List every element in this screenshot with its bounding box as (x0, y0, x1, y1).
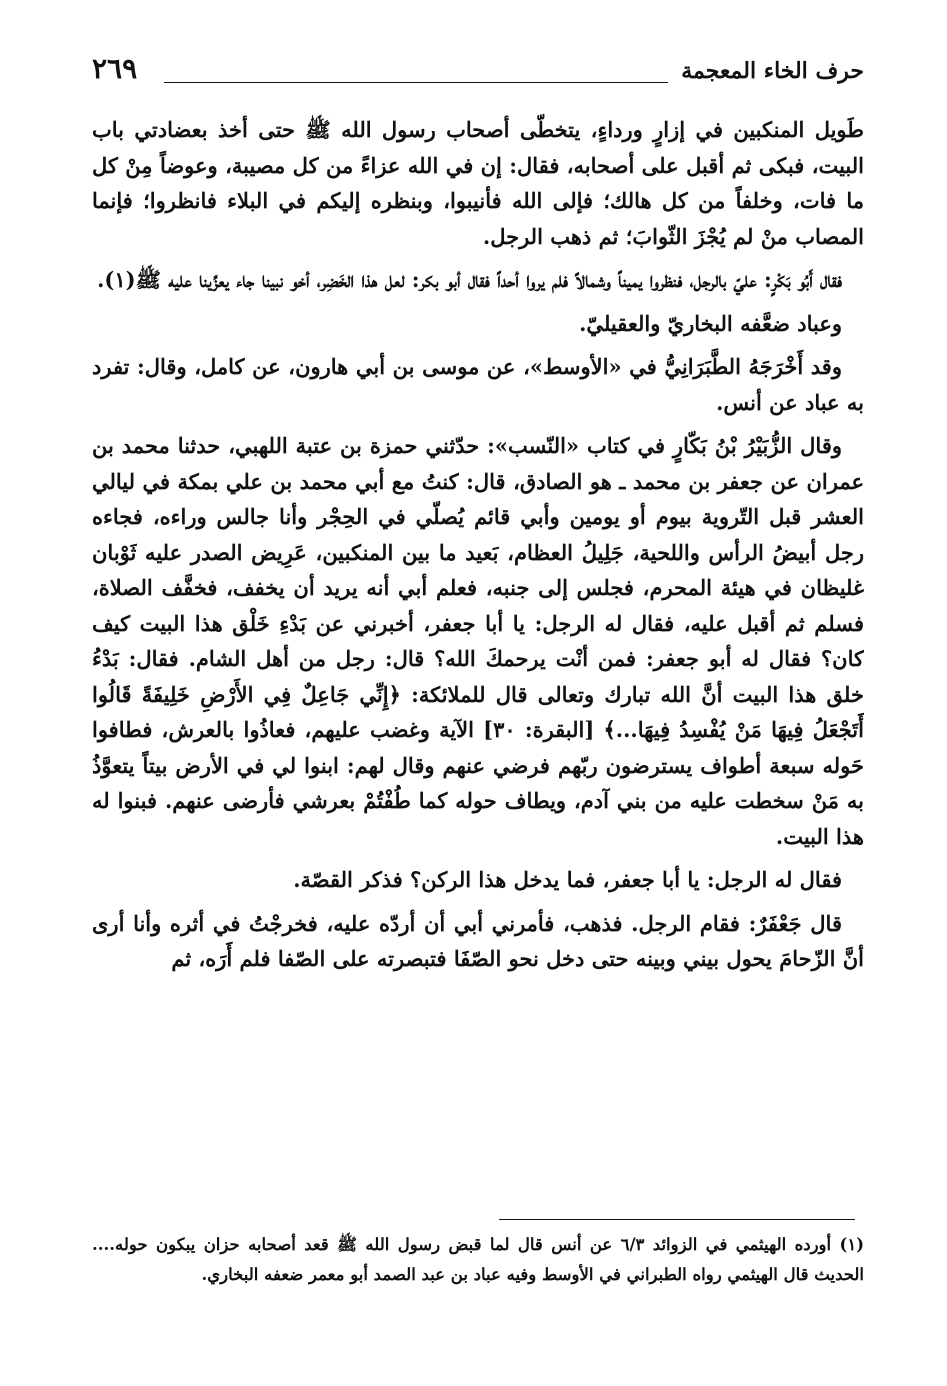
footnote-1: (١) أورده الهيثمي في الزوائد ٦/٣ عن أنس قال لما قبض رسول الله ﷺ قعد أصحابه حزان يبكون حوله.... الحديث قال الهيثمي رواه الطبراني في الأوسط وفيه عباد بن عبد الصمد أبو معمر ضعفه البخاري. (92, 1235, 864, 1284)
footnote-separator (499, 1219, 855, 1220)
page-header (92, 52, 864, 98)
running-title: حرف الخاء المعجمة (681, 58, 864, 84)
footnotes (92, 1230, 864, 1360)
main-text (92, 112, 864, 1202)
paragraph-4: وقد أَخْرَجَهُ الطَّبَرَانِيُّ في «الأوسط»، عن موسى بن أبي هارون، عن كامل، وقال: تفرد به عباد عن أنس. (92, 354, 864, 415)
paragraph-7: قال جَعْفَرٌ: فقام الرجل. فذهب، فأمرني أبي أن أردّه عليه، فخرجْتُ في أثره وأنا أرى أنَّ الزّحامَ يحول بيني وبينه حتى دخل نحو الصّفَا فتبصرته على الصّفا فلم أَرَه، ثم (92, 910, 864, 971)
paragraph-3: وعباد ضعَّفه البخاريّ والعقيليّ. (579, 310, 842, 336)
paragraph-6: فقال له الرجل: يا أبا جعفر، فما يدخل هذا الركن؟ فذكر القصّة. (293, 867, 842, 892)
header-rule (164, 82, 668, 83)
paragraph-2: فقال أَبُو بَكْرٍ: عليّ بالرجل، فنظروا يميناً وشمالاً فلم يروا أحداً فقال أبو بكر: لعل هذا الخَضِر، أخو نبينا جاء يعزِّينا عليه ﷺ(١). (97, 267, 842, 292)
paragraph-1: طَويل المنكبين في إزارٍ ورداءٍ، يتخطّى أصحاب رسول الله ﷺ حتى أخذ بعضادتي باب البيت، فبكى ثم أقبل على أصحابه، فقال: إن في الله عزاءً من كل مصيبة، وعوضاً مِنْ كل ما فات، وخلفاً من كل هالك؛ فإلى الله فأنيبوا، وبنظره إليكم في البلاء فانظروا؛ فإنما المصاب منْ لم يُجْزَ الثّوابَ؛ ثم ذهب الرجل. (92, 117, 864, 249)
page-number: ٢٦٩ (92, 52, 138, 85)
paragraph-5: وقال الزُّبَيْرُ بْنُ بَكّارٍ في كتاب «النّسب»: حدّثني حمزة بن عتبة اللهبي، حدثنا محمد بن عمران عن جعفر بن محمد ـ هو الصادق، قال: كنتُ مع أبي محمد بن علي بمكة في ليالي العشر قبل التّروية بيوم أو يومين وأبي قائم يُصلّي في الحِجْر وأنا جالس وراءه، فجاءه رجل أبيضُ الرأس واللحية، جَلِيلُ العظام، بَعيد ما بين المنكبين، عَرِيض الصدر عليه ثَوْبان غليظان في هيئة المحرم، فجلس إلى جنبه، فعلم أبي أنه يريد أن يخفف، فخفَّف الصلاة، فسلم ثم أقبل عليه، فقال له الرجل: يا أبا جعفر، أخبرني عن بَدْءِ خَلْق هذا البيت كيف كان؟ فقال له أبو جعفر: فمن أنْت يرحمكَ الله؟ قال: رجل من أهل الشام. فقال: بَدْءُ خلق هذا البيت أنَّ الله تبارك وتعالى قال للملائكة: ﴿إِنِّي جَاعِلٌ فِي الأَرْضِ خَلِيفَةً قَالُوا أَتَجْعَلُ فِيهَا مَنْ يُفْسِدُ فِيهَا...﴾ [البقرة: ٣٠] الآية وغضب عليهم، فعاذُوا بالعرش، فطافوا حَوله سبعة أطواف يسترضون ربّهم فرضي عنهم وقال لهم: ابنوا لي في الأرض بيتاً يتعوَّذُ به مَنْ سخطت عليه من بني آدم، ويطاف حوله كما طُفْتُمْ بعرشي فأرضى عنهم. فبنوا له هذا البيت. (92, 433, 864, 849)
